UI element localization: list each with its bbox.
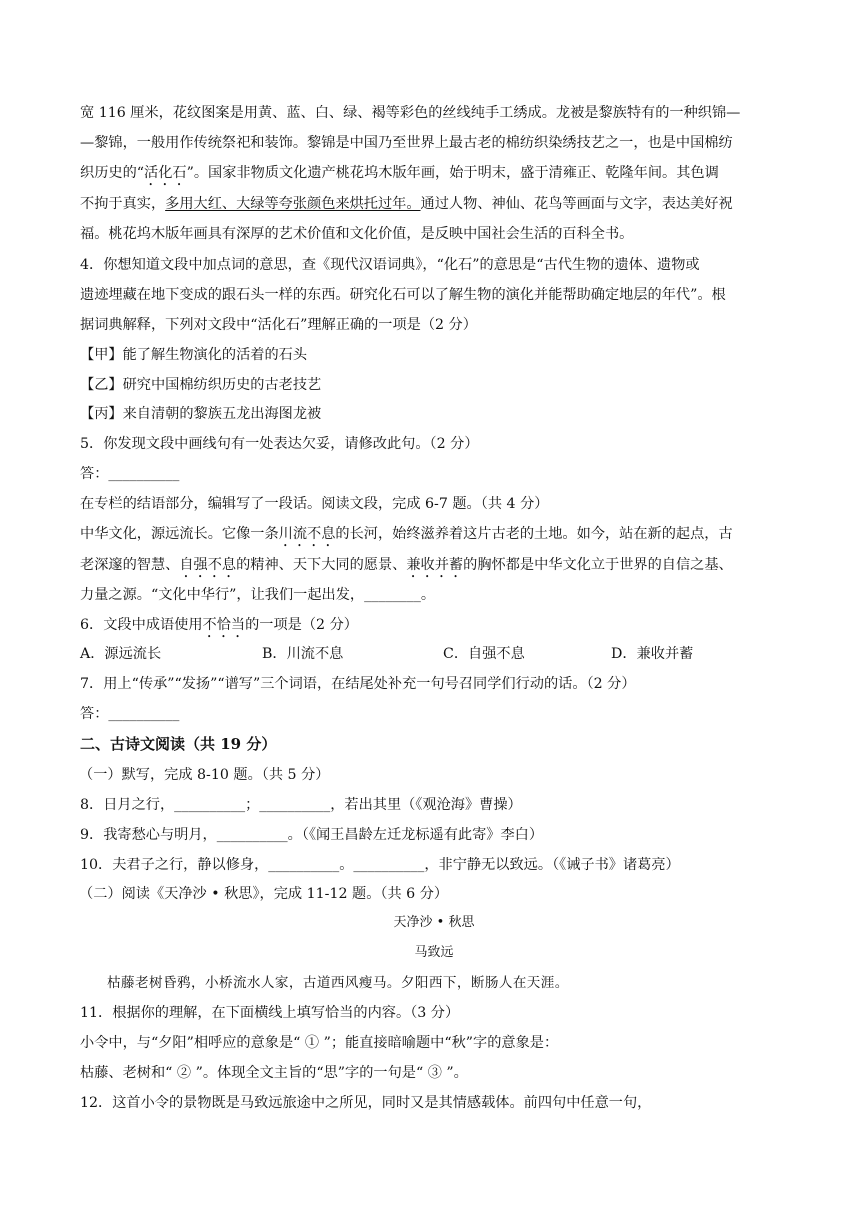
- answer-blank: 答：__________: [80, 466, 180, 482]
- question-5: [80, 434, 479, 454]
- passage-text: 的胸怀都是中华文化立于世界的自信之基、: [463, 557, 733, 573]
- option-text: 【丙】来自清朝的黎族五龙出海图龙被: [80, 406, 322, 422]
- answer-line-5: [80, 464, 179, 484]
- question-text: 5．你发现文段中画线句有一处表达欠妥，请修改此句。（2 分）: [80, 436, 479, 452]
- poem-author: [0, 943, 868, 963]
- section-2-title: [80, 734, 276, 754]
- passage-text: 通过人物、神仙、花鸟等画面与文字，表达美好祝: [420, 196, 733, 212]
- passage-text: 中华文化，源远流长。它像一条: [80, 526, 279, 542]
- question-12-line-1: [80, 1093, 651, 1113]
- passage-text: 老深邃的智慧、: [80, 557, 180, 573]
- question-text: 8．日月之行，__________；__________，若出其里（《观沧海》曹操）: [80, 797, 522, 813]
- dotted-word: 自强不息: [179, 557, 237, 573]
- question-text: 6．文段中成语使用: [80, 617, 203, 633]
- passage-text: 不拘于真实，: [80, 196, 166, 212]
- option-text: 【甲】能了解生物演化的活着的石头: [80, 347, 308, 363]
- intro-text: 在专栏的结语部分，编辑写了一段话。阅读文段，完成 6-7 题。（共 4 分）: [80, 496, 549, 512]
- passage-text: 的精神、天下大同的愿景、: [236, 557, 407, 573]
- poem-title-text: 天净沙 • 秋思: [393, 915, 475, 930]
- question-8: [80, 795, 522, 815]
- question-text: 遗迹埋藏在地下变成的跟石头一样的东西。研究化石可以了解生物的演化并能帮助确定地层的年代”。根: [80, 287, 726, 303]
- question-9: [80, 825, 543, 845]
- question-text: 小令中，与“夕阳”相呼应的意象是“ ① ”；能直接暗喻题中“秋”字的意象是：: [80, 1035, 559, 1051]
- question-text: 的一项是（2 分）: [245, 617, 358, 633]
- section-intro: [80, 494, 548, 514]
- question-7: [80, 674, 636, 694]
- question-6: [80, 615, 358, 641]
- question-text: 4．你想知道文段中加点词的意思，查《现代汉语词典》，“化石”的意思是“古代生物的遗体、遗物或: [80, 257, 700, 273]
- passage-text: 宽 116 厘米，花纹图案是用黄、蓝、白、绿、褐等彩色的丝线纯手工绣成。龙被是黎族特有的一种织锦—: [80, 105, 741, 121]
- passage-text: ”。国家非物质文化遗产桃花坞木版年画，始于明末，盛于清雍正、乾隆年间。其色调: [186, 165, 719, 181]
- option-b: B．川流不息: [262, 646, 344, 662]
- option-bing: [80, 404, 321, 424]
- answer-blank: 答：__________: [80, 706, 180, 722]
- subsection-2: [79, 884, 448, 904]
- passage-line-3: [80, 163, 719, 189]
- option-text: 【乙】研究中国棉纺织历史的古老技艺: [80, 377, 322, 393]
- option-jia: [80, 345, 307, 365]
- passage-text: 织历史的“: [80, 165, 145, 181]
- passage-line-2: [80, 133, 733, 153]
- question-10: [80, 855, 680, 875]
- subsection-1: [79, 765, 329, 785]
- dotted-word: 兼收并蓄: [406, 557, 464, 573]
- passage2-line-2: [80, 555, 733, 581]
- passage-text: 力量之源。“文化中华行”，让我们一起出发，________。: [80, 587, 436, 603]
- option-yi: [80, 375, 321, 395]
- passage-line-4: [80, 194, 733, 214]
- question-text: 11．根据你的理解，在下面横线上填写恰当的内容。（3 分）: [80, 1005, 460, 1021]
- passage2-line-1: [80, 524, 733, 550]
- question-4-line-1: [80, 255, 700, 275]
- poem-title: [0, 913, 868, 933]
- dotted-word: 活化石: [144, 165, 187, 181]
- dotted-word: 不恰当: [202, 617, 246, 633]
- answer-line-7: [80, 704, 179, 724]
- question-text: 10．夫君子之行，静以修身，__________。__________，非宁静无以致远。（《诫子书》诸葛亮）: [80, 857, 680, 873]
- question-4-line-2: [80, 285, 726, 305]
- passage2-line-3: [80, 585, 435, 605]
- question-text: 12．这首小令的景物既是马致远旅途中之所见，同时又是其情感载体。前四句中任意一句，: [80, 1095, 652, 1111]
- subsection-text: （二）阅读《天净沙 • 秋思》，完成 11-12 题。（共 6 分）: [79, 886, 449, 902]
- question-text: 9．我寄愁心与明月，__________。（《闻王昌龄左迁龙标遥有此寄》李白）: [80, 827, 544, 843]
- poem-text: 枯藤老树昏鸦，小桥流水人家，古道西风瘦马。夕阳西下，断肠人在天涯。: [107, 975, 569, 991]
- option-c: C．自强不息: [443, 646, 525, 662]
- passage-line-1: [80, 103, 740, 123]
- question-11-line-3: [80, 1063, 468, 1083]
- dotted-word: 川流不息: [278, 526, 336, 542]
- passage-line-5: [80, 224, 633, 244]
- option-d: D．兼收并蓄: [611, 646, 694, 662]
- passage-text: 的长河，始终滋养着这片古老的土地。如今，站在新的起点，古: [335, 526, 733, 542]
- question-11-line-1: [80, 1003, 459, 1023]
- passage-text: 福。桃花坞木版年画具有深厚的艺术价值和文化价值，是反映中国社会生活的百科全书。: [80, 226, 634, 242]
- question-text: 据词典解释，下列对文段中“活化石”理解正确的一项是（2 分）: [80, 317, 477, 333]
- underlined-sentence: 多用大红、大绿等夸张颜色来烘托过年。: [165, 196, 421, 212]
- question-text: 枯藤、老树和“ ② ”。体现全文主旨的“思”字的一句是“ ③ ”。: [80, 1065, 468, 1081]
- poem-body: [107, 973, 569, 993]
- passage-text: —黎锦，一般用作传统祭祀和装饰。黎锦是中国乃至世界上最古老的棉纺织染绣技艺之一，也是中国棉纺: [80, 135, 733, 151]
- poem-author-text: 马致远: [414, 945, 454, 960]
- section-heading: 二、古诗文阅读（共 19 分）: [80, 735, 277, 753]
- option-a: A．源远流长: [80, 646, 162, 662]
- question-11-line-2: [80, 1033, 558, 1053]
- subsection-text: （一）默写，完成 8-10 题。（共 5 分）: [79, 767, 330, 783]
- question-text: 7．用上“传承”“发扬”“谱写”三个词语，在结尾处补充一句号召同学们行动的话。（2 分）: [80, 676, 636, 692]
- question-4-line-3: [80, 315, 477, 335]
